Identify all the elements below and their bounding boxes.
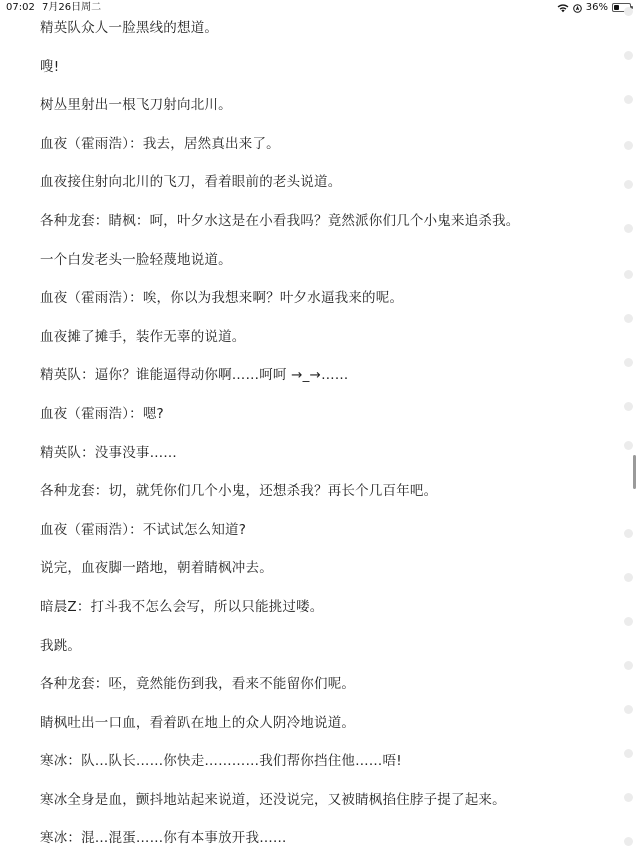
article-paragraph: 血夜（霍雨浩）：不试试怎么知道? — [40, 521, 247, 538]
scrollbar-thumb[interactable] — [633, 455, 636, 489]
article-paragraph: 精英队众人一脸黑线的想道。 — [40, 20, 219, 36]
article-paragraph: 寒冰全身是血，颤抖地站起来说道，还没说完，又被睛枫掐住脖子提了起来。 — [40, 791, 506, 808]
article-paragraph: 血夜（霍雨浩）：唉，你以为我想来啊？叶夕水逼我来的呢。 — [40, 290, 404, 307]
page-indicator-dot — [624, 141, 633, 150]
article-paragraph: 树丛里射出一根飞刀射向北川。 — [40, 97, 232, 114]
article-paragraph: 我跳。 — [40, 637, 82, 654]
article-paragraph: 各种龙套：切，就凭你们几个小鬼，还想杀我？再长个几百年吧。 — [40, 483, 438, 500]
article-body — [40, 18, 610, 867]
status-bar — [0, 0, 640, 16]
page-indicator-dot — [624, 837, 633, 846]
page-indicator-dot — [624, 441, 633, 450]
status-time: 07:02 — [6, 2, 35, 13]
page-indicator-dot — [624, 7, 633, 16]
page-indicator-track — [624, 0, 636, 848]
page-indicator-dot — [624, 270, 633, 279]
battery-percent: 36% — [585, 2, 608, 13]
page-indicator-dot — [624, 224, 633, 233]
page-indicator-dot — [624, 180, 633, 189]
page-indicator-dot — [624, 573, 633, 582]
article-paragraph: 各种龙套：呸，竟然能伤到我，看来不能留你们呢。 — [40, 676, 356, 693]
article-paragraph: 寒冰：队…队长……你快走…………我们帮你挡住他……唔! — [40, 753, 402, 770]
article-paragraph: 一个白发老头一脸轻蔑地说道。 — [40, 251, 232, 268]
page-indicator-dot — [624, 358, 633, 367]
status-right-group — [557, 0, 634, 16]
article-paragraph: 睛枫吐出一口血，看着趴在地上的众人阴冷地说道。 — [40, 714, 356, 731]
article-paragraph: 精英队：没事没事…… — [40, 444, 177, 461]
article-paragraph: 寒冰：混…混蛋……你有本事放开我…… — [40, 830, 287, 847]
page-indicator-dot — [624, 402, 633, 411]
status-date: 7月26日周二 — [42, 2, 102, 13]
article-paragraph: 血夜摊了摊手，装作无辜的说道。 — [40, 328, 246, 345]
page-indicator-dot — [624, 661, 633, 670]
article-paragraph: 血夜接住射向北川的飞刀，看着眼前的老头说道。 — [40, 174, 342, 191]
page-indicator-dot — [624, 314, 633, 323]
article-paragraph: 暗晨Z：打斗我不怎么会写，所以只能挑过喽。 — [40, 598, 324, 615]
page-indicator-dot — [624, 95, 633, 104]
location-icon — [573, 4, 582, 13]
page-indicator-dot — [624, 749, 633, 758]
article-paragraph: 血夜（霍雨浩）：嗯? — [40, 405, 164, 422]
page-indicator-dot — [624, 793, 633, 802]
wifi-icon — [557, 3, 569, 13]
article-paragraph: 精英队：逼你？谁能逼得动你啊……呵呵 →_→…… — [40, 367, 349, 384]
article-paragraph: 嗖! — [40, 58, 60, 75]
page-indicator-dot — [624, 705, 633, 714]
article-paragraph: 说完，血夜脚一踏地，朝着睛枫冲去。 — [40, 560, 273, 577]
page-indicator-dot — [624, 51, 633, 60]
page-indicator-dot — [624, 617, 633, 626]
page-indicator-dot — [624, 529, 633, 538]
article-paragraph: 血夜（霍雨浩）：我去，居然真出来了。 — [40, 135, 280, 152]
article-paragraph: 各种龙套：睛枫：呵，叶夕水这是在小看我吗？竟然派你们几个小鬼来追杀我。 — [40, 212, 520, 229]
